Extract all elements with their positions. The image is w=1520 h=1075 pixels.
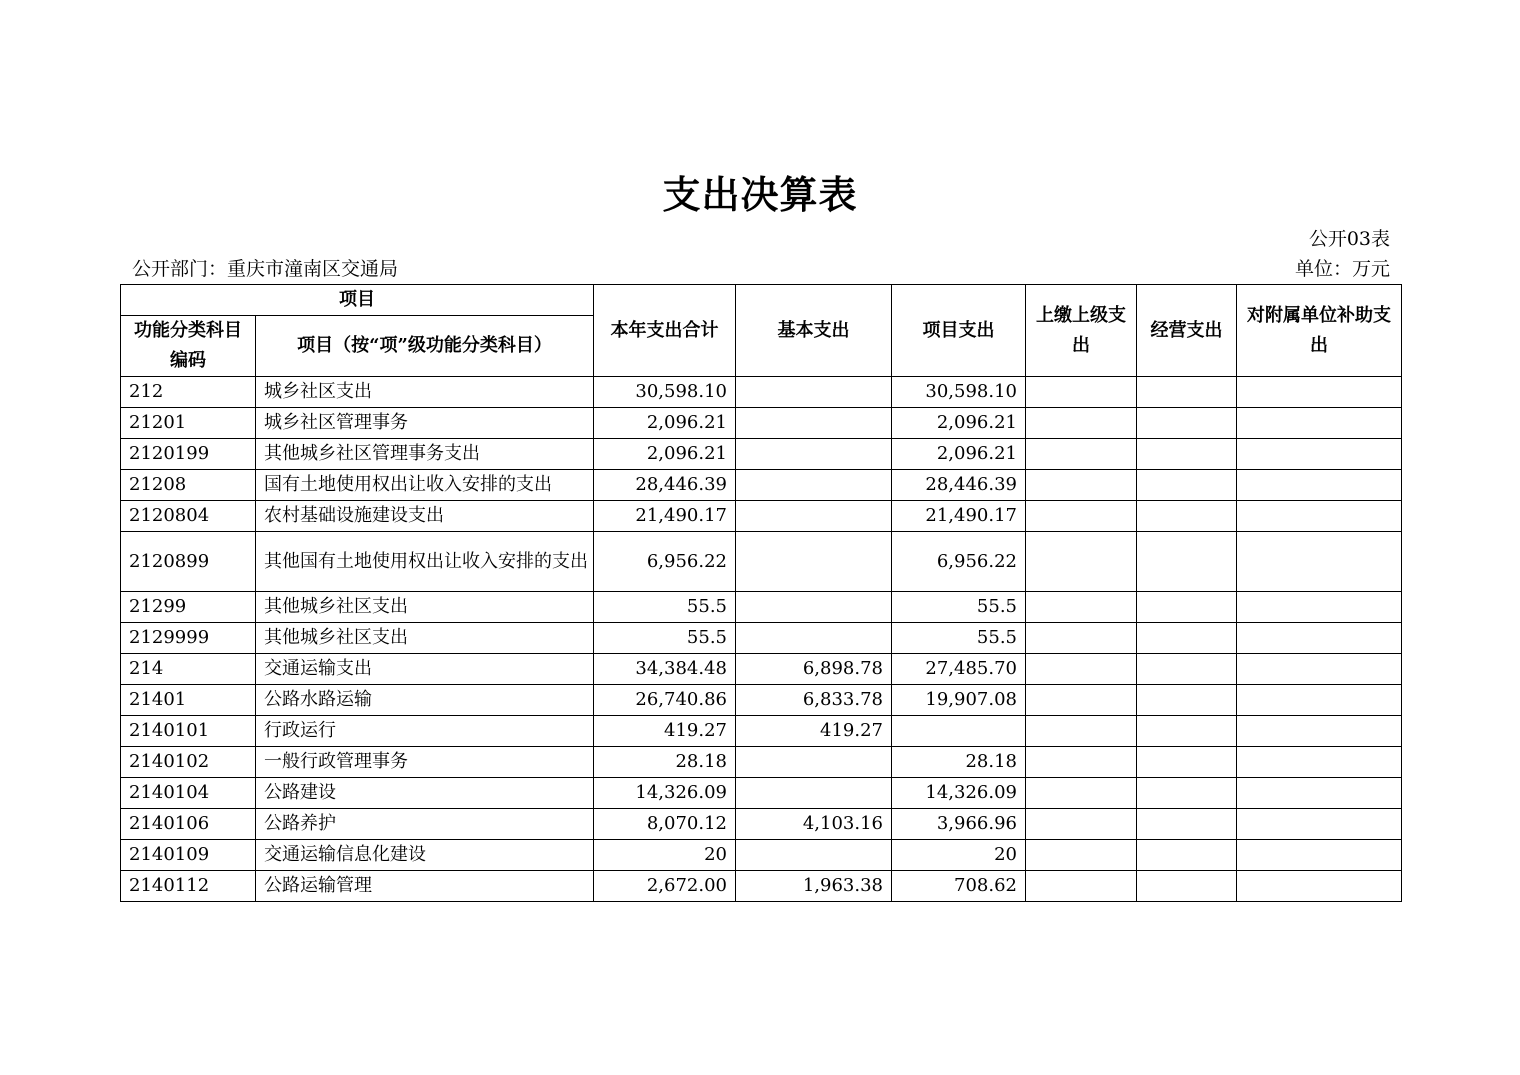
header-code: 功能分类科目编码	[121, 316, 256, 377]
cell-basic	[736, 439, 892, 470]
cell-subsidy	[1237, 501, 1402, 532]
cell-subsidy	[1237, 778, 1402, 809]
cell-upper	[1026, 439, 1137, 470]
cell-code: 2129999	[121, 623, 256, 654]
cell-project: 3,966.96	[892, 809, 1026, 840]
cell-upper	[1026, 470, 1137, 501]
expenditure-table	[120, 284, 1402, 902]
table-row	[121, 716, 1402, 747]
cell-upper	[1026, 654, 1137, 685]
cell-name: 其他国有土地使用权出让收入安排的支出	[256, 532, 594, 592]
header-subsidy: 对附属单位补助支出	[1237, 285, 1402, 377]
cell-subsidy	[1237, 470, 1402, 501]
cell-code: 21201	[121, 408, 256, 439]
cell-code: 2120199	[121, 439, 256, 470]
cell-upper	[1026, 532, 1137, 592]
cell-project: 14,326.09	[892, 778, 1026, 809]
cell-code: 21401	[121, 685, 256, 716]
cell-upper	[1026, 592, 1137, 623]
cell-code: 21299	[121, 592, 256, 623]
cell-basic	[736, 592, 892, 623]
cell-project: 2,096.21	[892, 408, 1026, 439]
cell-project: 19,907.08	[892, 685, 1026, 716]
cell-project: 2,096.21	[892, 439, 1026, 470]
cell-name: 交通运输信息化建设	[256, 840, 594, 871]
cell-code: 2140106	[121, 809, 256, 840]
cell-total: 8,070.12	[594, 809, 736, 840]
cell-name: 公路运输管理	[256, 871, 594, 902]
cell-business	[1137, 623, 1237, 654]
cell-name: 行政运行	[256, 716, 594, 747]
table-row	[121, 501, 1402, 532]
cell-subsidy	[1237, 408, 1402, 439]
cell-total: 34,384.48	[594, 654, 736, 685]
cell-name: 交通运输支出	[256, 654, 594, 685]
cell-business	[1137, 377, 1237, 408]
cell-business	[1137, 654, 1237, 685]
cell-subsidy	[1237, 623, 1402, 654]
cell-total: 55.5	[594, 623, 736, 654]
cell-subsidy	[1237, 654, 1402, 685]
table-number: 公开03表	[1308, 228, 1390, 250]
cell-basic: 6,898.78	[736, 654, 892, 685]
cell-basic	[736, 408, 892, 439]
cell-subsidy	[1237, 809, 1402, 840]
table-row	[121, 592, 1402, 623]
cell-basic	[736, 377, 892, 408]
table-row	[121, 408, 1402, 439]
header-basic: 基本支出	[736, 285, 892, 377]
cell-subsidy	[1237, 592, 1402, 623]
header-total: 本年支出合计	[594, 285, 736, 377]
cell-total: 28,446.39	[594, 470, 736, 501]
cell-upper	[1026, 778, 1137, 809]
cell-project: 20	[892, 840, 1026, 871]
table-row	[121, 840, 1402, 871]
cell-name: 其他城乡社区管理事务支出	[256, 439, 594, 470]
cell-name: 国有土地使用权出让收入安排的支出	[256, 470, 594, 501]
cell-name: 农村基础设施建设支出	[256, 501, 594, 532]
cell-code: 21208	[121, 470, 256, 501]
table-row	[121, 809, 1402, 840]
cell-total: 26,740.86	[594, 685, 736, 716]
unit-label: 单位：万元	[1294, 258, 1390, 280]
cell-name: 一般行政管理事务	[256, 747, 594, 778]
table-row	[121, 654, 1402, 685]
cell-basic	[736, 532, 892, 592]
cell-upper	[1026, 623, 1137, 654]
table-row	[121, 747, 1402, 778]
cell-business	[1137, 408, 1237, 439]
cell-total: 20	[594, 840, 736, 871]
header-project: 项目支出	[892, 285, 1026, 377]
cell-code: 2140102	[121, 747, 256, 778]
cell-name: 城乡社区管理事务	[256, 408, 594, 439]
cell-total: 419.27	[594, 716, 736, 747]
table-row	[121, 439, 1402, 470]
cell-code: 2120804	[121, 501, 256, 532]
cell-subsidy	[1237, 716, 1402, 747]
cell-business	[1137, 747, 1237, 778]
cell-project	[892, 716, 1026, 747]
cell-total: 28.18	[594, 747, 736, 778]
cell-code: 212	[121, 377, 256, 408]
cell-total: 21,490.17	[594, 501, 736, 532]
cell-subsidy	[1237, 840, 1402, 871]
cell-code: 214	[121, 654, 256, 685]
cell-total: 2,672.00	[594, 871, 736, 902]
cell-subsidy	[1237, 871, 1402, 902]
cell-subsidy	[1237, 532, 1402, 592]
cell-subsidy	[1237, 377, 1402, 408]
cell-total: 6,956.22	[594, 532, 736, 592]
cell-business	[1137, 778, 1237, 809]
cell-project: 55.5	[892, 592, 1026, 623]
cell-upper	[1026, 747, 1137, 778]
cell-code: 2140112	[121, 871, 256, 902]
cell-basic: 1,963.38	[736, 871, 892, 902]
cell-basic: 4,103.16	[736, 809, 892, 840]
cell-name: 公路建设	[256, 778, 594, 809]
cell-project: 708.62	[892, 871, 1026, 902]
cell-code: 2140101	[121, 716, 256, 747]
cell-business	[1137, 592, 1237, 623]
cell-basic	[736, 840, 892, 871]
page-title: 支出决算表	[662, 172, 858, 217]
cell-basic	[736, 747, 892, 778]
cell-project: 27,485.70	[892, 654, 1026, 685]
header-group-item: 项目	[121, 285, 594, 316]
cell-basic	[736, 623, 892, 654]
cell-total: 55.5	[594, 592, 736, 623]
cell-project: 30,598.10	[892, 377, 1026, 408]
header-business: 经营支出	[1137, 285, 1237, 377]
table-row	[121, 623, 1402, 654]
cell-upper	[1026, 501, 1137, 532]
cell-name: 公路水路运输	[256, 685, 594, 716]
cell-business	[1137, 532, 1237, 592]
cell-total: 2,096.21	[594, 408, 736, 439]
cell-business	[1137, 501, 1237, 532]
cell-name: 公路养护	[256, 809, 594, 840]
cell-total: 2,096.21	[594, 439, 736, 470]
table-row	[121, 871, 1402, 902]
cell-basic	[736, 470, 892, 501]
cell-upper	[1026, 809, 1137, 840]
cell-business	[1137, 871, 1237, 902]
cell-name: 其他城乡社区支出	[256, 623, 594, 654]
cell-project: 21,490.17	[892, 501, 1026, 532]
cell-name: 其他城乡社区支出	[256, 592, 594, 623]
table-body	[121, 377, 1402, 902]
cell-subsidy	[1237, 747, 1402, 778]
cell-total: 14,326.09	[594, 778, 736, 809]
cell-code: 2140109	[121, 840, 256, 871]
cell-name: 城乡社区支出	[256, 377, 594, 408]
cell-basic: 6,833.78	[736, 685, 892, 716]
table-row	[121, 685, 1402, 716]
cell-upper	[1026, 840, 1137, 871]
cell-code: 2120899	[121, 532, 256, 592]
cell-code: 2140104	[121, 778, 256, 809]
cell-subsidy	[1237, 685, 1402, 716]
cell-business	[1137, 439, 1237, 470]
cell-project: 28,446.39	[892, 470, 1026, 501]
cell-upper	[1026, 685, 1137, 716]
cell-project: 28.18	[892, 747, 1026, 778]
cell-subsidy	[1237, 439, 1402, 470]
cell-business	[1137, 685, 1237, 716]
cell-basic	[736, 501, 892, 532]
cell-business	[1137, 809, 1237, 840]
header-item: 项目（按“项”级功能分类科目）	[256, 316, 594, 377]
table-row	[121, 532, 1402, 592]
table-row	[121, 377, 1402, 408]
cell-business	[1137, 840, 1237, 871]
cell-project: 6,956.22	[892, 532, 1026, 592]
table-row	[121, 778, 1402, 809]
cell-upper	[1026, 408, 1137, 439]
cell-project: 55.5	[892, 623, 1026, 654]
table-row	[121, 470, 1402, 501]
cell-business	[1137, 470, 1237, 501]
cell-business	[1137, 716, 1237, 747]
cell-basic	[736, 778, 892, 809]
cell-total: 30,598.10	[594, 377, 736, 408]
cell-upper	[1026, 716, 1137, 747]
department-label: 公开部门：重庆市潼南区交通局	[132, 258, 399, 280]
cell-upper	[1026, 377, 1137, 408]
header-upper: 上缴上级支出	[1026, 285, 1137, 377]
cell-basic: 419.27	[736, 716, 892, 747]
cell-upper	[1026, 871, 1137, 902]
